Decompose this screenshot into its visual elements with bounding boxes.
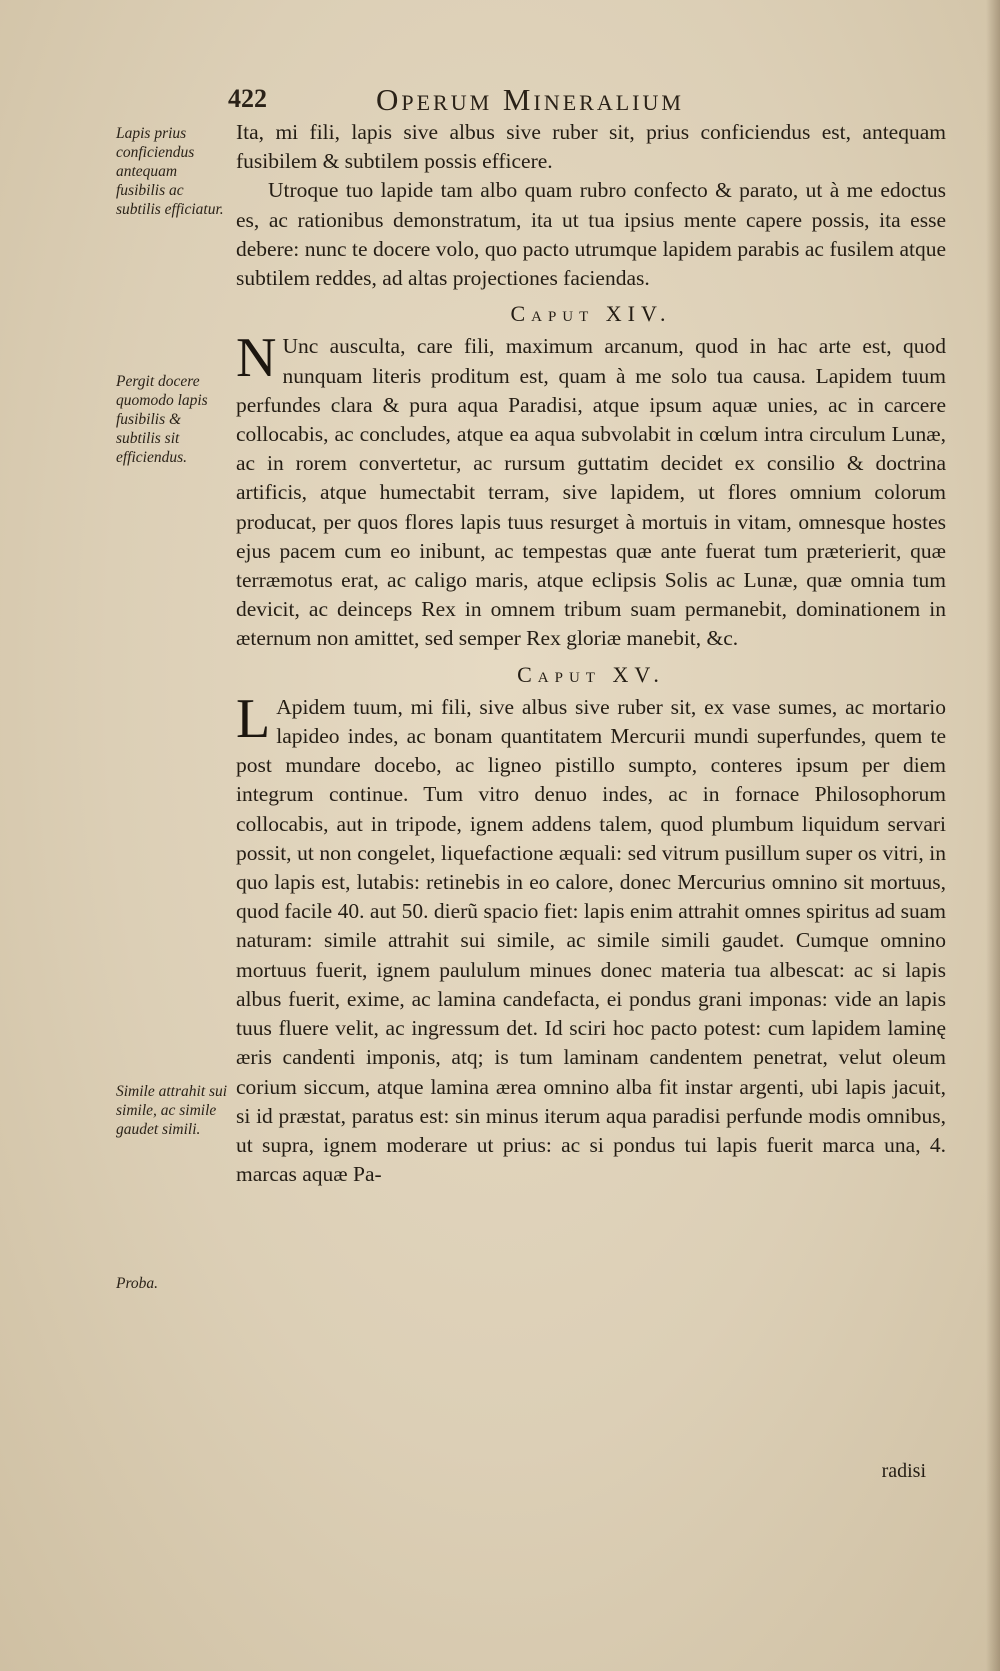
paragraph-1: Ita, mi fili, lapis sive albus sive ruber sit, prius conficiendus est, antequam fusibilem & subtilem possis efficere.	[236, 120, 946, 174]
margin-note-2: Pergit docere quomodo lapis fusibilis & subtilis sit efficiendus.	[116, 373, 208, 466]
dropcap-l: L	[236, 687, 271, 750]
chapter-15-text: Apidem tuum, mi fili, sive albus sive ruber sit, ex vase sumes, ac mortario lapideo indes, ac bonam quantitatem Mercurii mundi superfundes, quem te post mundare docebo, ac ligneo pistillo sumpto, conteres ipsum per diem integrum continue. Tum vitro denuo indes, ac in fornace Philosophorum collocabis, aut in tripode, ignem addens talem, quod plumbum liquidum servari possit, ut non congelet, liquefactione æquali: sed vitrum pusillum super os vitri, in quo lapis est, lutabis: retinebis in eo calore, donec Mercurius omnino sit mortuus, quod facile 40. aut 50. dierũ spacio fiet: lapis enim attrahit omnes spiritus ad suam naturam: simile attrahit sui simile, ac simile simili gaudet. Cumque omnino mortuus fuerit, ignem paululum minues donec materia tua albescat: ac si lapis albus fuerit, exime, ac lamina candefacta, ei pondus grani imponas: vide an lapis tuus fluere velit, ac ingressum det. Id sciri hoc pacto potest: cum lapidem laminę æris candenti imponis, atq; is tum laminam candentem penetrat, velut oleum corium siccum, atque lamina ærea omnino alba fit instar argenti, ubi lapis jacuit, si id præstat, paratus est: sin minus iterum aqua paradisi perfunde modis omnibus, ut supra, ignem moderare ut prius: ac si pondus tui lapis fuerit marca una, 4. marcas aquæ Pa-	[236, 694, 946, 1187]
chapter-14-paragraph	[236, 327, 946, 653]
paragraph-2: Utroque tuo lapide tam albo quam rubro confecto & parato, ut à me edoctus es, ac rationibus demonstratum, ita ut tua ipsius mente capere possis, ita esse debere: nunc te docere volo, quo pacto utrumque lapidem parabis ac fusilem atque subtilem reddes, ad altas projectiones faciendas.	[236, 178, 946, 291]
main-text	[236, 118, 946, 1189]
running-title: Operum Mineralium	[376, 82, 684, 117]
dropcap-n: N	[236, 327, 277, 390]
catchword: radisi	[881, 1460, 926, 1482]
margin-note-1: Lapis prius conficiendus antequam fusibilis ac subtilis efficiatur.	[116, 125, 224, 218]
chapter-14-text: Unc ausculta, care fili, maximum arcanum, quod in hac arte est, quod nunquam literis proditum est, quam à me solo tua causa. Lapidem tuum perfundes clara & pura aqua Paradisi, atque ipsum aquæ unies, ac in carcere collocabis, ac concludes, atque ea aqua subvolabit in cœlum intra circulum Lunæ, ac in rorem convertetur, ac rursum guttatim decidet ex consilio & doctrina artificis, atque humectabit terram, sive lapidem, ut flores omnium colorum producat, per quos flores lapis tuus resurget à mortuis in vitam, omnesque hostes ejus pacem cum eo inibunt, ac tempestas quæ ante fuerat tum præterierit, quæ terræmotus erat, ac caligo maris, atque eclipsis Solis ac Lunæ, quæ omnia tum devicit, ac deinceps Rex in omnem tribum suam permanebit, dominationem in æternum non amittet, sed semper Rex gloriæ manebit, &c.	[236, 334, 946, 651]
margin-note-4: Proba.	[116, 1275, 159, 1292]
chapter-15-paragraph	[236, 687, 946, 1189]
chapter-15-heading: Caput XV.	[517, 661, 665, 687]
page-edge-shadow	[986, 0, 1000, 1671]
chapter-14-heading: Caput XIV.	[510, 301, 672, 327]
page-header	[228, 82, 948, 118]
page-number: 422	[228, 84, 267, 113]
margin-note-3: Simile attrahit sui simile, ac simile gaudet simili.	[116, 1083, 228, 1138]
